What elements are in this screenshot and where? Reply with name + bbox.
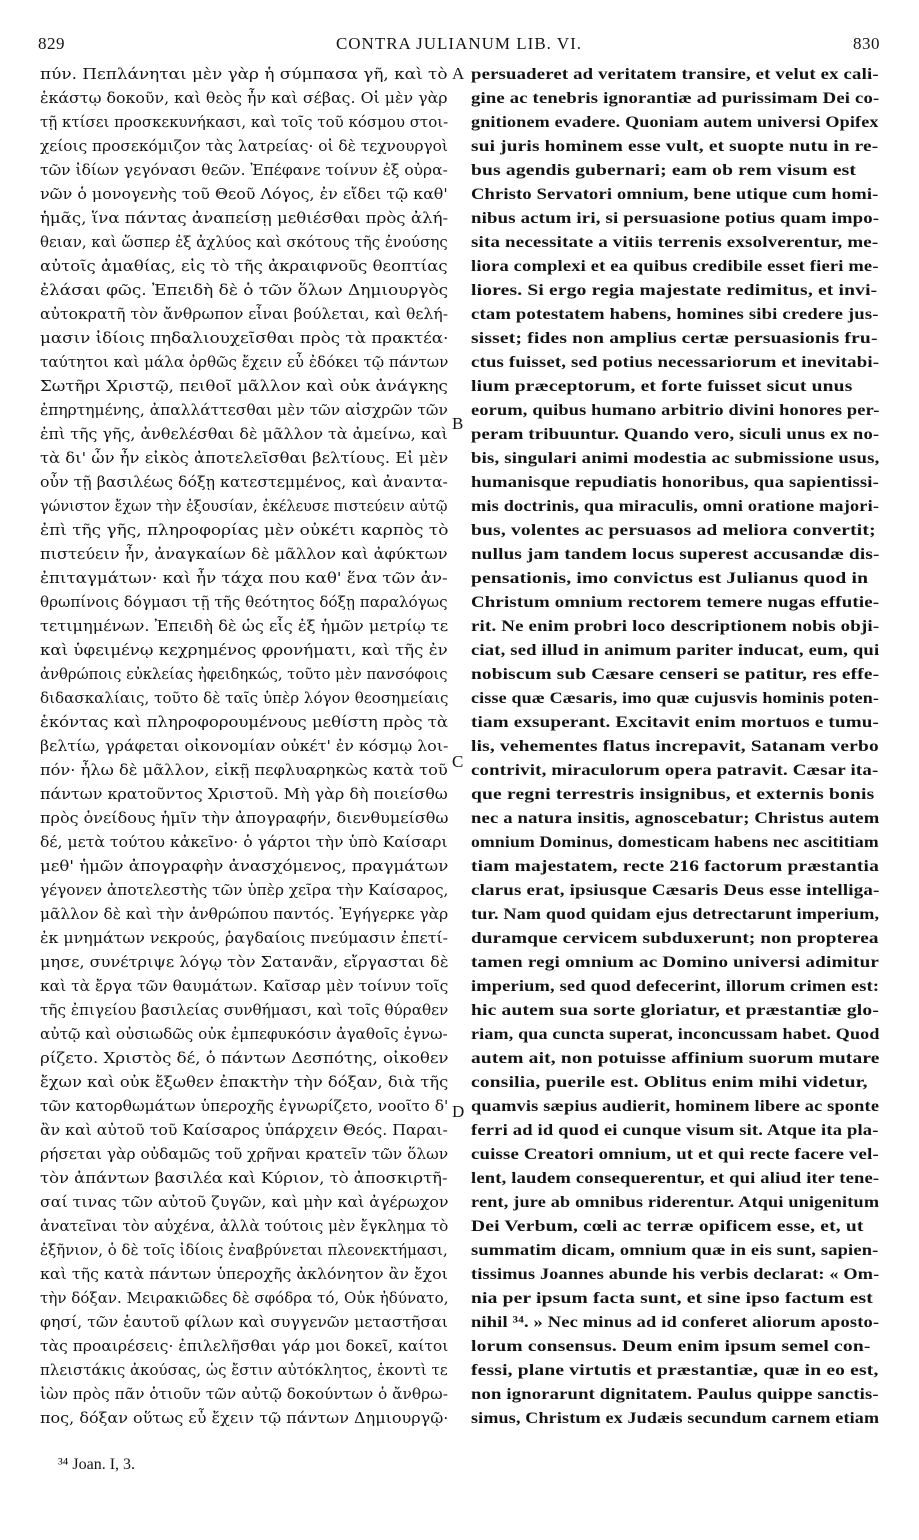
latin-text-line: lent, laudem consequerentur, et qui aliud iter tene- xyxy=(471,1170,880,1187)
greek-text-line: καὶ τὰ ἔργα τῶν θαυμάτων. Καῖσαρ μὲν τοίνυν τοῖς xyxy=(40,978,449,995)
greek-text-line: μᾶλλον δὲ καὶ τὴν ἀνθρώπου παντός. Ἐγήγερκε γὰρ xyxy=(40,906,449,923)
greek-text-line: μασιν ἰδίοις πηδαλιουχεῖσθαι πρὸς τὰ πρακτέα· xyxy=(40,330,449,347)
latin-text-line: ctam potestatem habens, homines sibi credere jus- xyxy=(471,306,879,323)
latin-text-line: imperium, sed quod defecerint, illorum crimen est: xyxy=(471,978,880,995)
latin-text-line: riam, qua cuncta superat, inconcussam habet. Quod xyxy=(471,1026,880,1043)
greek-text-line: δέ, μετὰ τούτου κἀκεῖνο· ὁ γάρτοι τὴν ὑπὸ Καίσαρι xyxy=(40,834,448,851)
latin-text-line: cisse quæ Cæsaris, imo quæ cujusvis hominis poten- xyxy=(471,690,880,707)
latin-text-line: clarus erat, ipsiusque Cæsaris Deus esse intelliga- xyxy=(471,882,880,899)
latin-text-line: mis doctrinis, qua miraculis, omni oratione majori- xyxy=(471,498,880,515)
greek-text-line: φησί, τῶν ἑαυτοῦ φίλων καὶ συγγενῶν μεταστῆσαι xyxy=(40,1314,448,1331)
latin-text-line: sisset; fides non amplius certæ persuasionis fru- xyxy=(471,330,878,347)
greek-text-line: τῇ κτίσει προσκεκυνήκασι, καὶ τοῖς τοῦ κόσμου στοι- xyxy=(40,114,449,131)
greek-text-line: τὴν δόξαν. Μειρακιῶδες δὲ σφόδρα τό, Οὐκ ἠδύνατο, xyxy=(40,1290,449,1307)
greek-text-line: ἐπιταγμάτων· καὶ ἦν τάχα που καθ' ἕνα τῶν ἀν- xyxy=(40,570,448,587)
greek-text-line: πρὸς ὀνείδους ἡμῖν τὴν ἀπογραφήν, διενθυμείσθω xyxy=(40,810,449,827)
greek-text-line: νῶν ὁ μονογενὴς τοῦ Θεοῦ Λόγος, ἐν εἴδει τῷ καθ' xyxy=(40,186,448,203)
greek-text-line: αὐτῷ καὶ οὐσιωδῶς οὐκ ἐμπεφυκόσιν ἀγαθοῖς ἐγνω- xyxy=(40,1026,448,1043)
greek-text-line: γώνιστον ἔχων τὴν ἐξουσίαν, ἐκέλευσε πιστεύειν αὐτῷ xyxy=(40,498,448,515)
latin-text-line: gnitionem evadere. Quoniam autem universi Opifex xyxy=(471,114,879,131)
latin-text-line: contrivit, miraculorum opera patravit. Cæsar ita- xyxy=(471,762,879,779)
greek-text-line: ἐξῆνιον, ὁ δὲ τοῖς ἰδίοις ἐναβρύνεται πλεονεκτήμασι, xyxy=(40,1242,448,1259)
latin-text-line: rit. Ne enim probri loco descriptionem nobis obji- xyxy=(471,618,880,635)
greek-text-line: ἐπὶ τῆς γῆς, ἀνθελέσθαι δὲ μᾶλλον τὰ ἀμείνω, καὶ xyxy=(40,426,448,443)
greek-text-line: τὰ δι' ὧν ἦν εἰκὸς ἀποτελεῖσθαι βελτίους. Εἰ μὲν xyxy=(40,450,449,467)
latin-text-line: ciat, sed illud in animum pariter inducat, eum, qui xyxy=(471,642,880,659)
latin-text-line: tur. Nam quod quidam ejus detrectarunt imperium, xyxy=(471,906,880,923)
greek-text-line: μησε, συνέτριψε λόγῳ τὸν Σατανᾶν, εἴργασται δὲ xyxy=(40,954,449,971)
latin-text-line: lium præceptorum, et forte fuisset sicut unus xyxy=(471,378,853,395)
latin-text-line: humanisque repudiatis honoribus, qua sapientissi- xyxy=(471,474,880,491)
greek-text-line: διδασκαλίαις, τοῦτο δὲ ταῖς ὑπὲρ λόγον θεοσημείαις xyxy=(40,690,449,707)
latin-text-line: rent, jure ab omnibus riderentur. Atqui unigenitum xyxy=(471,1194,880,1211)
greek-text-line: μεθ' ἡμῶν ἀπογραφὴν ἀνασχόμενος, πραγμάτων xyxy=(40,858,449,875)
section-marker-b: B xyxy=(452,414,464,433)
greek-text-line: ἐπὶ τῆς γῆς, πληροφορίας μὲν οὐκέτι καρπὸς τὸ xyxy=(40,522,449,539)
section-marker-d: D xyxy=(452,1102,465,1121)
latin-text-line: persuaderet ad veritatem transire, et velut ex cali- xyxy=(471,66,879,83)
latin-text-line: cuisse Creatori omnium, ut et qui recte facere vel- xyxy=(471,1146,879,1163)
greek-text-line: τῶν κατορθωμάτων ὑπεροχῆς ἐγνωρίζετο, νοοῖτο δ' xyxy=(40,1098,449,1115)
greek-text-line: καὶ τῆς κατὰ πάντων ὑπεροχῆς ἀκλόνητον ἂν ἔχοι xyxy=(40,1266,448,1283)
greek-text-line: πύν. Πεπλάνηται μὲν γὰρ ἡ σύμπασα γῆ, καὶ τὸ xyxy=(40,66,448,83)
latin-text-line: que regni terrestris insignibus, et externis bonis xyxy=(471,786,875,803)
latin-text-line: tiam exsuperant. Excitavit enim mortuos e tumu- xyxy=(471,714,880,731)
latin-text-line: Dei Verbum, cœli ac terræ opificem esse, et, ut xyxy=(471,1218,864,1235)
greek-text-line: πλειστάκις ἀκούσας, ὡς ἔστιν αὐτόκλητος, ἑκοντὶ τε xyxy=(40,1362,448,1379)
latin-text-line: quamvis sæpius audierit, hominem libere ac sponte xyxy=(471,1098,880,1115)
greek-text-line: ρίζετο. Χριστὸς δέ, ὁ πάντων Δεσπότης, οἰκοθεν xyxy=(40,1050,449,1067)
latin-text-line: pensationis, imo convictus est Julianus quod in xyxy=(471,570,869,587)
latin-text-line: autem ait, non potuisse affinium suorum mutare xyxy=(471,1050,880,1067)
greek-text-line: χείοις προσεκόμιζον τὰς λατρείας· οἱ δὲ τεχνουργοὶ xyxy=(40,138,448,155)
latin-text-line: ctus fuisset, sed potius necessariorum et inevitabi- xyxy=(471,354,880,371)
latin-text-line: fessi, plane virtutis et præstantiæ, quæ in eo est, xyxy=(471,1362,879,1379)
latin-text-line: tissimus Joannes abunde his verbis declarat: « Om- xyxy=(471,1266,880,1283)
greek-text-line: σαί τινας τῶν αὐτοῦ ζυγῶν, καὶ μὴν καὶ ἀγέρωχον xyxy=(40,1194,449,1211)
greek-text-line: τῶν ἰδίων γεγόνασι θεῶν. Ἐπέφανε τοίνυν ἐξ οὐρα- xyxy=(40,162,448,179)
greek-text-line: τὸν ἁπάντων βασιλέα καὶ Κύριον, τὸ ἀποσκιρτῆ- xyxy=(40,1170,448,1187)
latin-text-line: nec a natura insitis, agnoscebatur; Christus autem xyxy=(471,810,880,827)
greek-text-line: οὖν τῇ βασιλέως δόξῃ κατεστεμμένος, καὶ ἀναντα- xyxy=(40,474,448,491)
page-number-right: 830 xyxy=(853,34,880,53)
latin-text-line: bus, volentes ac persuasos ad meliora convertit; xyxy=(471,522,876,539)
latin-text-line: bus agendis gubernari; eam ob rem visum est xyxy=(471,162,857,179)
greek-text-line: ἡμᾶς, ἵνα πάντας ἀναπείσῃ μεθιέσθαι πρὸς ἀλή- xyxy=(40,210,449,227)
footnote: ³⁴ Joan. I, 3. xyxy=(58,1456,136,1473)
latin-text-line: peram tribuuntur. Quando vero, siculi unus ex no- xyxy=(471,426,880,443)
latin-text-line: sui juris hominem esse vult, et suopte nutu in re- xyxy=(471,138,879,155)
latin-text-line: simus, Christum ex Judæis secundum carnem etiam xyxy=(471,1410,880,1427)
greek-text-line: τῆς ἐπιγείου βασιλείας συνθήμασι, καὶ τοῖς θύραθεν xyxy=(40,1002,449,1019)
greek-text-line: ἐλάσαι φῶς. Ἐπειδὴ δὲ ὁ τῶν ὅλων Δημιουργὸς xyxy=(40,282,449,299)
greek-text-line: ἐπηρτημένης, ἀπαλλάττεσθαι μὲν τῶν αἰσχρῶν τῶν xyxy=(40,402,448,419)
latin-text-line: gine ac tenebris ignorantiæ ad purissimam Dei co- xyxy=(471,90,880,107)
greek-text-line: τὰς προαιρέσεις· ἐπιλελῆσθαι γάρ μοι δοκεῖ, καίτοι xyxy=(40,1338,449,1355)
greek-text-line: τετιμημένων. Ἐπειδὴ δὲ ὡς εἷς ἐξ ἡμῶν μετρίῳ τε xyxy=(40,618,449,635)
latin-text-line: tiam majestatem, recte 216 factorum præstantia xyxy=(471,858,880,875)
latin-text-line: omnium Dominus, domesticam habens nec ascititiam xyxy=(471,834,879,851)
greek-text-line: ἀνατεῖναι τὸν αὐχένα, ἀλλὰ τούτοις μὲν ἔγκλημα τὸ xyxy=(40,1218,449,1235)
running-title: CONTRA JULIANUM LIB. VI. xyxy=(335,34,583,53)
greek-text-line: πιστεύειν ἦν, ἀναγκαίων δὲ μᾶλλον καὶ ἀφύκτων xyxy=(40,546,448,563)
latin-text-line: Christo Servatori omnium, bene utique cum homi- xyxy=(471,186,879,203)
latin-text-line: ferri ad id quod ei cunque visum sit. Atque ita pla- xyxy=(471,1122,879,1139)
latin-text-line: duramque cervicem subduxerunt; non propterea xyxy=(471,930,879,947)
latin-text-line: eorum, quibus humano arbitrio divini honores per- xyxy=(471,402,880,419)
greek-text-line: πάντων κρατοῦντος Χριστοῦ. Μὴ γὰρ δὴ ποιείσθω xyxy=(40,786,448,803)
latin-text-line: sita necessitate a vitiis terrenis exsolverentur, me- xyxy=(471,234,879,251)
latin-text-line: hic autem sua sorte gloriatur, et præstantiæ glo- xyxy=(471,1002,880,1019)
latin-text-line: tamen regi omnium ac Domino universi adimitur xyxy=(471,954,880,971)
greek-text-line: ἔχων καὶ οὐκ ἔξωθεν ἐπακτὴν τὴν δόξαν, διὰ τῆς xyxy=(40,1074,449,1091)
section-marker-c: C xyxy=(452,752,464,771)
latin-text-line: nibus actum iri, si persuasione potius quam impo- xyxy=(471,210,880,227)
latin-text-line: liora complexi et ea quibus credibile esset fieri me- xyxy=(471,258,879,275)
latin-text-line: liores. Si ergo regia majestate redimitus, et invi- xyxy=(471,282,878,299)
greek-text-line: ρήσεται γὰρ οὐδαμῶς τοῦ χρῆναι κρατεῖν τῶν ὅλων xyxy=(40,1146,449,1163)
greek-text-line: Σωτῆρι Χριστῷ, πειθοῖ μᾶλλον καὶ οὐκ ἀνάγκης xyxy=(40,378,448,395)
greek-text-line: θρωπίνοις δόγμασι τῇ τῆς θεότητος δόξῃ παραλόγως xyxy=(40,594,448,611)
greek-text-line: ταύτητοι καὶ μάλα ὀρθῶς ἔχειν εὖ ἐδόκει τῷ πάντων xyxy=(40,354,449,371)
latin-text-line: summatim dicam, omnium quæ in eis sunt, sapien- xyxy=(471,1242,879,1259)
greek-text-line: πος, δόξαν οὕτως εὖ ἔχειν τῷ πάντων Δημιουργῷ· xyxy=(40,1410,449,1427)
latin-text-line: bis, singulari animi modestia ac submissione usus, xyxy=(471,450,880,467)
greek-text-line: καὶ ὑφειμένῳ κεχρημένος φρονήματι, καὶ τῆς ἐν xyxy=(40,642,448,659)
latin-text-line: nihil ³⁴. » Nec minus ad id conferet aliorum aposto- xyxy=(471,1314,880,1331)
greek-text-line: ἑκάστῳ δοκοῦν, καὶ θεὸς ἦν καὶ σέβας. Οἱ μὲν γὰρ xyxy=(40,90,448,107)
latin-text-line: lis, vehementes flatus increpavit, Satanam verbo xyxy=(471,738,879,755)
latin-text-line: nia per ipsum facta sunt, et sine ipso factum est xyxy=(471,1290,873,1307)
greek-text-line: ἂν καὶ αὐτοῦ τοῦ Καίσαρος ὑπάρχειν Θεός. Παραι- xyxy=(40,1122,448,1139)
latin-text-line: Christum omnium rectorem temere nugas effutie- xyxy=(471,594,880,611)
greek-text-line: θειαν, καὶ ὥσπερ ἐξ ἀχλύος καὶ σκότους τῆς ἐνούσης xyxy=(40,234,448,251)
greek-text-line: αὐτοῖς ἀμαθίας, εἰς τὸ τῆς ἀκραιφνοῦς θεοπτίας xyxy=(40,258,448,275)
running-header xyxy=(38,34,880,56)
greek-text-line: ἀνθρώποις εὐκλείας ἠφειδηκώς, τοῦτο μὲν πανσόφοις xyxy=(40,666,448,683)
latin-text-line: non ignorarunt dignitatem. Paulus quippe sanctis- xyxy=(471,1386,879,1403)
greek-text-line: ἑκόντας καὶ πληροφορουμένους μεθίστη πρὸς τὰ xyxy=(40,714,448,731)
greek-text-line: πόν· ἦλω δὲ μᾶλλον, εἰκῇ πεφλυαρηκὼς κατὰ τοῦ xyxy=(40,762,448,779)
greek-text-line: ἰὼν πρὸς πᾶν ὁτιοῦν τῶν αὐτῷ δοκούντων ὁ ἄνθρω- xyxy=(40,1386,448,1403)
page-number-left: 829 xyxy=(38,34,65,53)
latin-text-line: lorum consensus. Deum enim ipsum semel con- xyxy=(471,1338,871,1355)
greek-text-line: βελτίω, γράφεται οἰκονομίαν οὐκέτ' ἐν κόσμῳ λοι- xyxy=(40,738,449,755)
section-marker-a: A xyxy=(452,64,465,83)
greek-text-line: ἐκ μνημάτων νεκρούς, ῥαγδαίοις πνεύμασιν ἐπετί- xyxy=(40,930,448,947)
latin-text-line: nullus jam tandem locus superest accusandæ dis- xyxy=(471,546,880,563)
greek-text-line: αὐτοκρατῆ τὸν ἄνθρωπον εἶναι βούλεται, καὶ θελή- xyxy=(40,306,448,323)
latin-text-line: consilia, puerile est. Oblitus enim mihi videtur, xyxy=(471,1074,868,1091)
latin-text-line: nobiscum sub Cæsare censeri se patitur, res effe- xyxy=(471,666,880,683)
greek-text-line: γέγονεν ἀποτελεστὴς τῶν ὑπὲρ χεῖρα τὴν Καίσαρος, xyxy=(40,882,449,899)
